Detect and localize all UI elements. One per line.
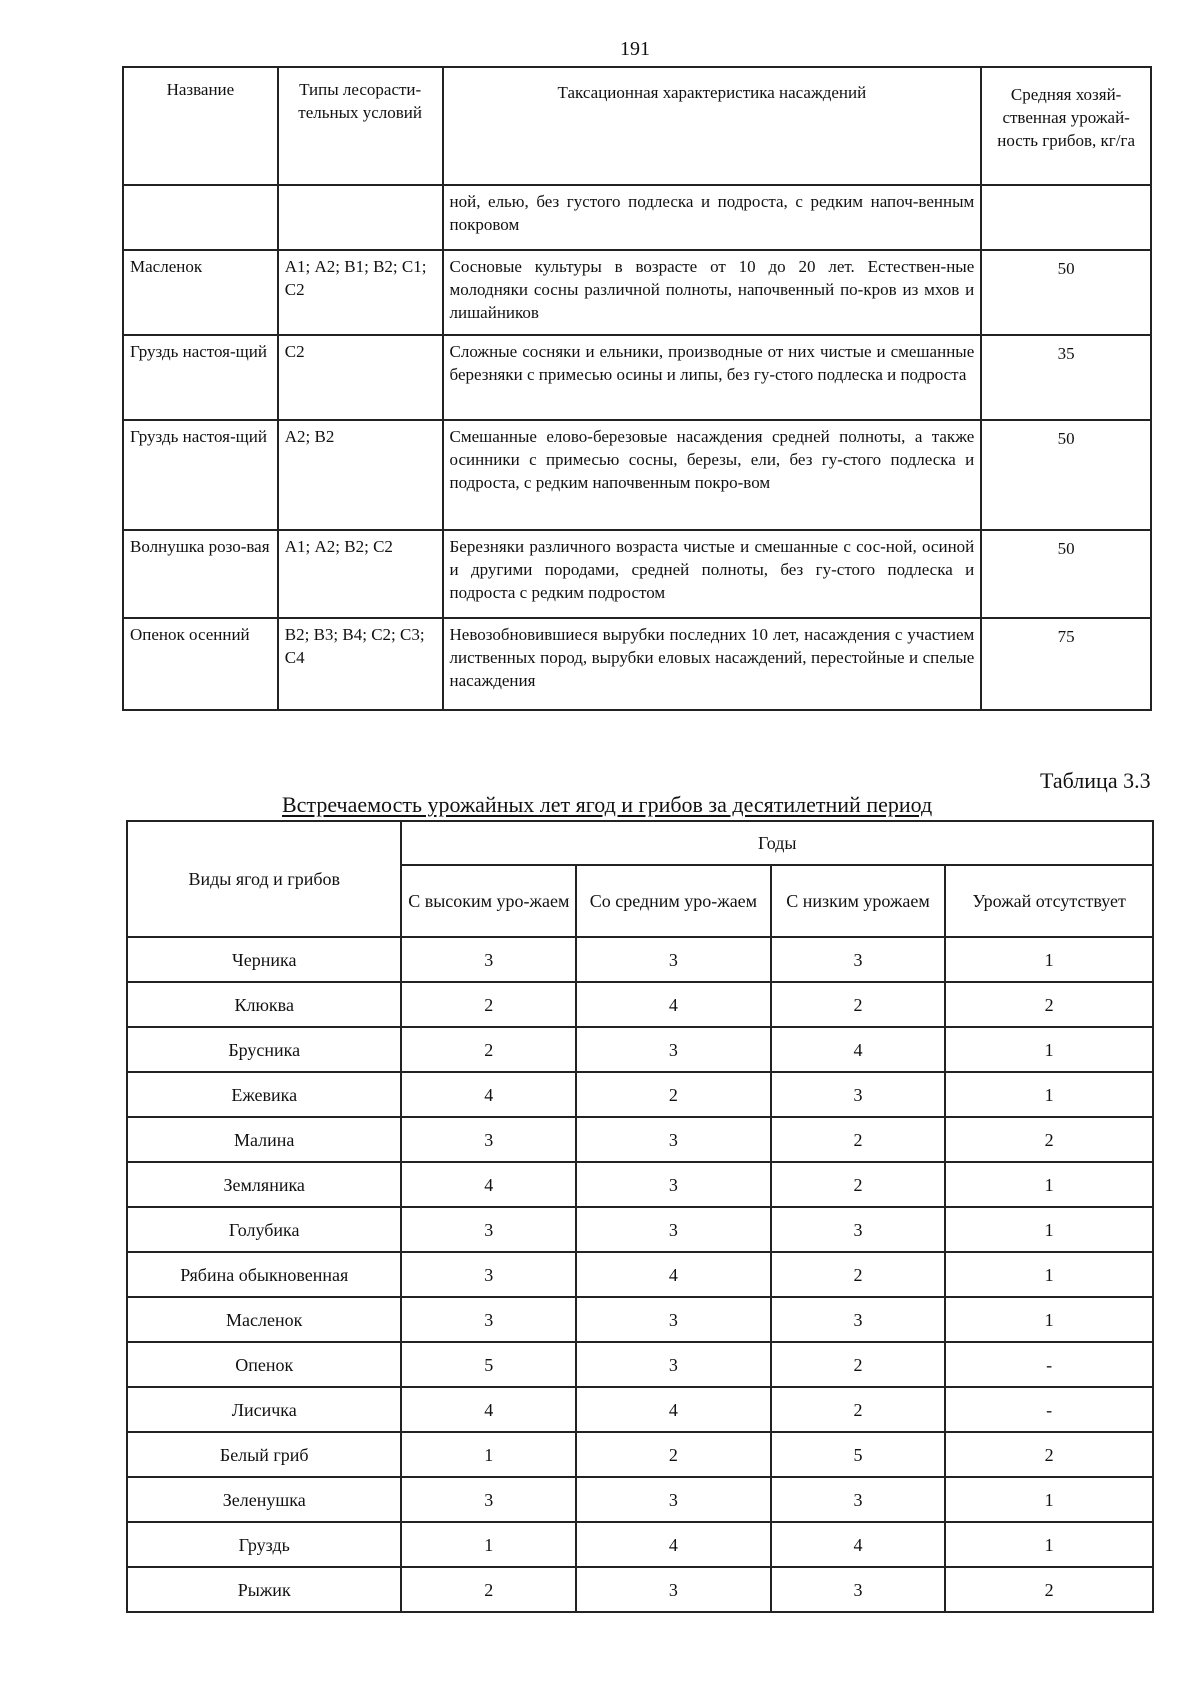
table-row (127, 937, 1153, 982)
header-medium-yield: Со средним уро-жаем (576, 865, 771, 937)
cell-medium: 3 (576, 1477, 771, 1522)
cell-none: 2 (945, 982, 1153, 1027)
cell-species: Земляника (127, 1162, 401, 1207)
cell-none: - (945, 1387, 1153, 1432)
cell-low: 2 (771, 1117, 946, 1162)
cell-medium: 3 (576, 1117, 771, 1162)
cell-none: 1 (945, 1252, 1153, 1297)
cell-high: 1 (401, 1522, 576, 1567)
cell-none: 1 (945, 1072, 1153, 1117)
cell-high: 4 (401, 1387, 576, 1432)
table-row (127, 1207, 1153, 1252)
cell-species: Голубика (127, 1207, 401, 1252)
cell-medium: 3 (576, 1342, 771, 1387)
header-name: Название (123, 67, 278, 185)
cell-yield: 50 (981, 420, 1151, 530)
page-number: 191 (620, 38, 650, 60)
cell-low: 2 (771, 1162, 946, 1207)
cell-none: 1 (945, 1477, 1153, 1522)
cell-medium: 4 (576, 1252, 771, 1297)
cell-high: 4 (401, 1072, 576, 1117)
cell-high: 4 (401, 1162, 576, 1207)
cell-high: 2 (401, 1567, 576, 1612)
cell-low: 3 (771, 1072, 946, 1117)
cell-medium: 3 (576, 1162, 771, 1207)
cell-low: 2 (771, 1342, 946, 1387)
table-row (123, 420, 1151, 530)
table-row (127, 1387, 1153, 1432)
cell-forest-types: А2; В2 (278, 420, 443, 530)
cell-none: 1 (945, 1522, 1153, 1567)
table-row (123, 618, 1151, 710)
cell-yield: 75 (981, 618, 1151, 710)
cell-yield: 50 (981, 250, 1151, 335)
cell-high: 3 (401, 1117, 576, 1162)
cell-species: Ежевика (127, 1072, 401, 1117)
cell-low: 2 (771, 1252, 946, 1297)
table-label: Таблица 3.3 (1040, 768, 1151, 793)
table-title: Встречаемость урожайных лет ягод и грибов за десятилетний период (282, 792, 933, 817)
cell-species: Лисичка (127, 1387, 401, 1432)
table-row (127, 1432, 1153, 1477)
cell-name: Волнушка розо-вая (123, 530, 278, 618)
cell-low: 4 (771, 1522, 946, 1567)
cell-low: 3 (771, 1567, 946, 1612)
cell-medium: 2 (576, 1432, 771, 1477)
cell-none: 1 (945, 937, 1153, 982)
table-row (127, 1342, 1153, 1387)
cell-name: Груздь настоя-щий (123, 335, 278, 420)
cell-none: 2 (945, 1567, 1153, 1612)
cell-species: Масленок (127, 1297, 401, 1342)
cell-species: Малина (127, 1117, 401, 1162)
cell-medium: 4 (576, 1387, 771, 1432)
header-no-yield: Урожай отсутствует (945, 865, 1153, 937)
cell-medium: 4 (576, 982, 771, 1027)
cell-name: Груздь настоя-щий (123, 420, 278, 530)
harvest-frequency-table (126, 820, 1154, 1613)
header-low-yield: С низким урожаем (771, 865, 946, 937)
cell-high: 3 (401, 1207, 576, 1252)
table-row (127, 1072, 1153, 1117)
table-row (123, 530, 1151, 618)
cell-description: Сложные сосняки и ельники, производные от них чистые и смешанные березняки с примесью осины и липы, без гу-стого подлеска и подроста (443, 335, 982, 420)
header-species: Виды ягод и грибов (127, 821, 401, 937)
cell-none: 1 (945, 1207, 1153, 1252)
cell-yield (981, 185, 1151, 250)
table-row (127, 1252, 1153, 1297)
table-row (127, 1117, 1153, 1162)
table-row (127, 1027, 1153, 1072)
cell-forest-types: В2; В3; В4; С2; С3; С4 (278, 618, 443, 710)
cell-description: Смешанные елово-березовые насаждения средней полноты, а также осинники с примесью сосны, березы, ели, без гу-стого подлеска и подроста, с редким напочвенным покро-вом (443, 420, 982, 530)
cell-low: 5 (771, 1432, 946, 1477)
header-high-yield: С высоким уро-жаем (401, 865, 576, 937)
cell-name: Опенок осенний (123, 618, 278, 710)
cell-medium: 3 (576, 1207, 771, 1252)
cell-high: 3 (401, 1477, 576, 1522)
cell-none: 2 (945, 1117, 1153, 1162)
cell-medium: 3 (576, 937, 771, 982)
cell-description: ной, елью, без густого подлеска и подроста, с редким напоч-венным покровом (443, 185, 982, 250)
cell-low: 3 (771, 1207, 946, 1252)
cell-description: Сосновые культуры в возрасте от 10 до 20 лет. Естествен-ные молодняки сосны различной полноты, напочвенный по-кров из мхов и лишайников (443, 250, 982, 335)
cell-high: 1 (401, 1432, 576, 1477)
cell-none: 2 (945, 1432, 1153, 1477)
cell-forest-types (278, 185, 443, 250)
forest-yield-table (122, 66, 1152, 711)
cell-species: Рябина обыкновенная (127, 1252, 401, 1297)
table-row (123, 185, 1151, 250)
cell-high: 2 (401, 982, 576, 1027)
table-row (123, 250, 1151, 335)
cell-species: Опенок (127, 1342, 401, 1387)
table-row (127, 1522, 1153, 1567)
cell-species: Клюква (127, 982, 401, 1027)
cell-medium: 2 (576, 1072, 771, 1117)
cell-yield: 35 (981, 335, 1151, 420)
cell-forest-types: А1; А2; В2; С2 (278, 530, 443, 618)
header-yield: Средняя хозяй-ственная урожай-ность грибов, кг/га (981, 67, 1151, 185)
cell-species: Брусника (127, 1027, 401, 1072)
cell-low: 3 (771, 937, 946, 982)
cell-species: Черника (127, 937, 401, 982)
cell-high: 5 (401, 1342, 576, 1387)
cell-description: Березняки различного возраста чистые и смешанные с сос-ной, осиной и другими породами, средней полноты, без гу-стого подлеска и подроста с редким подростом (443, 530, 982, 618)
cell-high: 3 (401, 1297, 576, 1342)
cell-species: Груздь (127, 1522, 401, 1567)
cell-high: 2 (401, 1027, 576, 1072)
cell-description: Невозобновившиеся вырубки последних 10 лет, насаждения с участием лиственных пород, вырубки еловых насаждений, перестойные и спелые насаждения (443, 618, 982, 710)
cell-medium: 4 (576, 1522, 771, 1567)
cell-forest-types: А1; А2; В1; В2; С1; С2 (278, 250, 443, 335)
cell-none: 1 (945, 1027, 1153, 1072)
cell-medium: 3 (576, 1297, 771, 1342)
cell-low: 3 (771, 1477, 946, 1522)
table-row (127, 1162, 1153, 1207)
cell-low: 2 (771, 982, 946, 1027)
cell-none: 1 (945, 1162, 1153, 1207)
cell-high: 3 (401, 1252, 576, 1297)
cell-name (123, 185, 278, 250)
cell-medium: 3 (576, 1567, 771, 1612)
cell-species: Зеленушка (127, 1477, 401, 1522)
cell-low: 2 (771, 1387, 946, 1432)
cell-medium: 3 (576, 1027, 771, 1072)
cell-low: 4 (771, 1027, 946, 1072)
table-row (127, 982, 1153, 1027)
table-row (127, 1477, 1153, 1522)
cell-name: Масленок (123, 250, 278, 335)
cell-species: Рыжик (127, 1567, 401, 1612)
cell-none: - (945, 1342, 1153, 1387)
table-row (127, 1297, 1153, 1342)
cell-high: 3 (401, 937, 576, 982)
cell-yield: 50 (981, 530, 1151, 618)
cell-low: 3 (771, 1297, 946, 1342)
table-row (123, 335, 1151, 420)
header-forest-types: Типы лесорасти-тельных условий (278, 67, 443, 185)
cell-forest-types: С2 (278, 335, 443, 420)
header-characteristics: Таксационная характеристика насаждений (443, 67, 982, 185)
header-years: Годы (401, 821, 1153, 865)
cell-none: 1 (945, 1297, 1153, 1342)
cell-species: Белый гриб (127, 1432, 401, 1477)
table-row (127, 1567, 1153, 1612)
